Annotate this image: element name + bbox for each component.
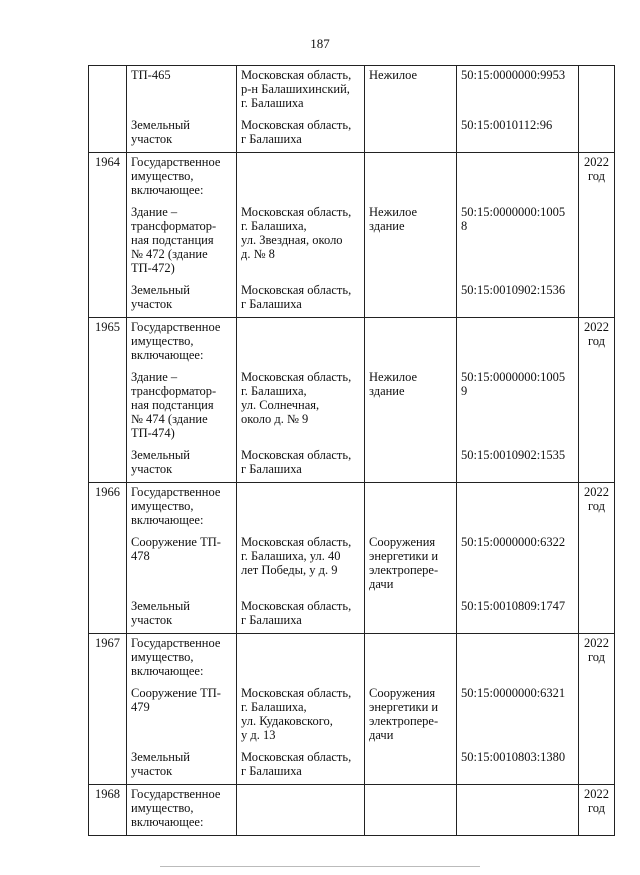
- address-cell: Московская область, г Балашиха: [237, 116, 365, 153]
- year-cell: 2022 год: [579, 153, 615, 204]
- purpose-cell: [365, 748, 457, 785]
- row-number-cell: [89, 281, 127, 318]
- row-number-cell: [89, 597, 127, 634]
- year-cell: [579, 203, 615, 281]
- address-cell: Московская область, г. Балашиха, ул. Солнечная, около д. № 9: [237, 368, 365, 446]
- purpose-cell: [365, 153, 457, 204]
- address-cell: Московская область, г Балашиха: [237, 597, 365, 634]
- table-row: [89, 203, 615, 281]
- property-name-cell: Государственное имущество, включающее:: [127, 483, 237, 534]
- purpose-cell: Нежилое: [365, 66, 457, 117]
- purpose-cell: Нежилое здание: [365, 368, 457, 446]
- address-cell: Московская область, г. Балашиха, ул. Звездная, около д. № 8: [237, 203, 365, 281]
- year-cell: [579, 533, 615, 597]
- cadastral-number-cell: 50:15:0010809:1747: [457, 597, 579, 634]
- address-cell: [237, 483, 365, 534]
- page-bottom-edge: [160, 866, 480, 867]
- purpose-cell: [365, 634, 457, 685]
- property-name-cell: Земельный участок: [127, 748, 237, 785]
- address-cell: [237, 785, 365, 836]
- year-cell: [579, 597, 615, 634]
- table-row: [89, 533, 615, 597]
- address-cell: Московская область, г. Балашиха, ул. Кудаковского, у д. 13: [237, 684, 365, 748]
- row-number-cell: [89, 368, 127, 446]
- year-cell: [579, 684, 615, 748]
- table-row: [89, 66, 615, 117]
- address-cell: Московская область, г Балашиха: [237, 281, 365, 318]
- row-number-cell: [89, 748, 127, 785]
- cadastral-number-cell: [457, 634, 579, 685]
- table-row: [89, 116, 615, 153]
- year-cell: [579, 281, 615, 318]
- property-name-cell: Государственное имущество, включающее:: [127, 153, 237, 204]
- table-row: [89, 684, 615, 748]
- year-cell: [579, 66, 615, 117]
- purpose-cell: Сооружения энергетики и электропере- дачи: [365, 684, 457, 748]
- row-number-cell: [89, 684, 127, 748]
- row-number-cell: 1968: [89, 785, 127, 836]
- row-number-cell: 1964: [89, 153, 127, 204]
- table-row: [89, 153, 615, 204]
- cadastral-number-cell: 50:15:0000000:9953: [457, 66, 579, 117]
- property-name-cell: Государственное имущество, включающее:: [127, 318, 237, 369]
- property-name-cell: Сооружение ТП- 478: [127, 533, 237, 597]
- purpose-cell: [365, 446, 457, 483]
- property-name-cell: Сооружение ТП- 479: [127, 684, 237, 748]
- row-number-cell: [89, 116, 127, 153]
- row-number-cell: [89, 203, 127, 281]
- row-number-cell: [89, 66, 127, 117]
- purpose-cell: [365, 281, 457, 318]
- cadastral-number-cell: [457, 785, 579, 836]
- cadastral-number-cell: 50:15:0010902:1535: [457, 446, 579, 483]
- registry-body: [89, 66, 615, 836]
- year-cell: 2022 год: [579, 483, 615, 534]
- address-cell: Московская область, г. Балашиха, ул. 40 лет Победы, у д. 9: [237, 533, 365, 597]
- table-row: [89, 483, 615, 534]
- property-name-cell: Земельный участок: [127, 116, 237, 153]
- table-row: [89, 446, 615, 483]
- table-row: [89, 281, 615, 318]
- row-number-cell: 1965: [89, 318, 127, 369]
- purpose-cell: Сооружения энергетики и электропере- дачи: [365, 533, 457, 597]
- year-cell: [579, 748, 615, 785]
- cadastral-number-cell: 50:15:0010803:1380: [457, 748, 579, 785]
- purpose-cell: [365, 116, 457, 153]
- cadastral-number-cell: 50:15:0010902:1536: [457, 281, 579, 318]
- cadastral-number-cell: [457, 153, 579, 204]
- page-number: 187: [310, 36, 330, 51]
- cadastral-number-cell: 50:15:0000000:1005 8: [457, 203, 579, 281]
- address-cell: Московская область, р-н Балашихинский, г. Балашиха: [237, 66, 365, 117]
- year-cell: [579, 446, 615, 483]
- property-registry-table: [88, 65, 615, 836]
- property-name-cell: ТП-465: [127, 66, 237, 117]
- address-cell: [237, 318, 365, 369]
- address-cell: Московская область, г Балашиха: [237, 446, 365, 483]
- property-name-cell: Земельный участок: [127, 446, 237, 483]
- row-number-cell: [89, 533, 127, 597]
- table-row: [89, 748, 615, 785]
- year-cell: 2022 год: [579, 318, 615, 369]
- address-cell: Московская область, г Балашиха: [237, 748, 365, 785]
- table-row: [89, 634, 615, 685]
- cadastral-number-cell: 50:15:0010112:96: [457, 116, 579, 153]
- row-number-cell: [89, 446, 127, 483]
- table-row: [89, 318, 615, 369]
- table-row: [89, 597, 615, 634]
- year-cell: 2022 год: [579, 785, 615, 836]
- purpose-cell: [365, 785, 457, 836]
- property-name-cell: Здание – трансформатор- ная подстанция № 474 (здание ТП-474): [127, 368, 237, 446]
- property-name-cell: Здание – трансформатор- ная подстанция № 472 (здание ТП-472): [127, 203, 237, 281]
- year-cell: 2022 год: [579, 634, 615, 685]
- cadastral-number-cell: 50:15:0000000:1005 9: [457, 368, 579, 446]
- property-name-cell: Земельный участок: [127, 281, 237, 318]
- property-name-cell: Земельный участок: [127, 597, 237, 634]
- cadastral-number-cell: 50:15:0000000:6322: [457, 533, 579, 597]
- purpose-cell: Нежилое здание: [365, 203, 457, 281]
- property-name-cell: Государственное имущество, включающее:: [127, 634, 237, 685]
- cadastral-number-cell: [457, 318, 579, 369]
- year-cell: [579, 116, 615, 153]
- property-name-cell: Государственное имущество, включающее:: [127, 785, 237, 836]
- table-row: [89, 368, 615, 446]
- address-cell: [237, 153, 365, 204]
- address-cell: [237, 634, 365, 685]
- cadastral-number-cell: [457, 483, 579, 534]
- cadastral-number-cell: 50:15:0000000:6321: [457, 684, 579, 748]
- purpose-cell: [365, 597, 457, 634]
- purpose-cell: [365, 318, 457, 369]
- row-number-cell: 1967: [89, 634, 127, 685]
- year-cell: [579, 368, 615, 446]
- purpose-cell: [365, 483, 457, 534]
- table-row: [89, 785, 615, 836]
- row-number-cell: 1966: [89, 483, 127, 534]
